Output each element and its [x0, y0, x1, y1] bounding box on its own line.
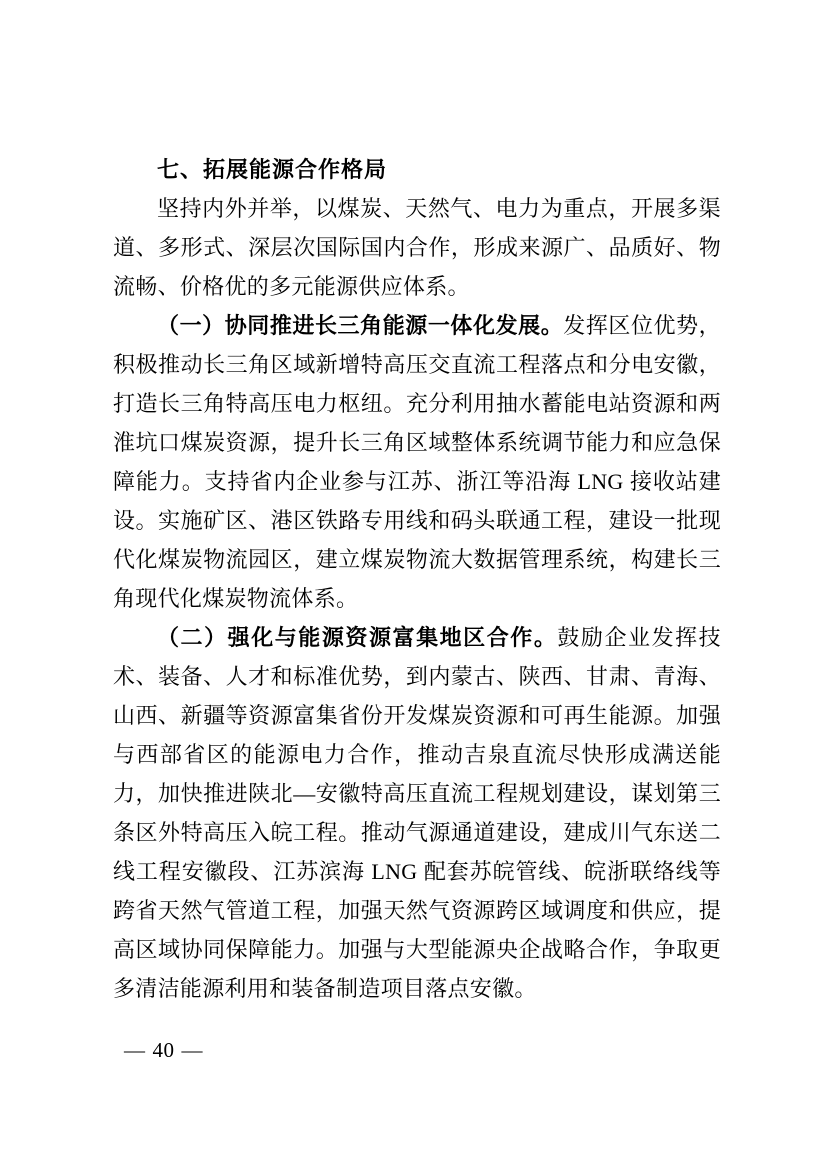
paragraph-lead: （二）强化与能源资源富集地区合作。	[157, 625, 558, 650]
footer-dash-right: —	[181, 1038, 203, 1062]
paragraph-lead: （一）协同推进长三角能源一体化发展。	[157, 313, 564, 338]
page-footer	[124, 1038, 203, 1063]
footer-dash-left: —	[124, 1038, 146, 1062]
document-content	[113, 150, 721, 1008]
paragraph-text: 坚持内外并举，以煤炭、天然气、电力为重点，开展多渠道、多形式、深层次国际国内合作，形成来源广、品质好、物流畅、价格优的多元能源供应体系。	[113, 196, 721, 299]
paragraph-item-1	[113, 306, 721, 618]
paragraph-text: 发挥区位优势，积极推动长三角区域新增特高压交直流工程落点和分电安徽，打造长三角特高压电力枢纽。充分利用抽水蓄能电站资源和两淮坑口煤炭资源，提升长三角区域整体系统调节能力和应急保障能力。支持省内企业参与江苏、浙江等沿海 LNG 接收站建设。实施矿区、港区铁路专用线和码头联通工程，建设一批现代化煤炭物流园区，建立煤炭物流大数据管理系统，构建长三角现代化煤炭物流体系。	[113, 313, 721, 611]
paragraph-intro	[113, 189, 721, 306]
page-number: 40	[152, 1038, 175, 1062]
paragraph-text: 鼓励企业发挥技术、装备、人才和标准优势，到内蒙古、陕西、甘肃、青海、山西、新疆等资源富集省份开发煤炭资源和可再生能源。加强与西部省区的能源电力合作，推动吉泉直流尽快形成满送能力，加快推进陕北—安徽特高压直流工程规划建设，谋划第三条区外特高压入皖工程。推动气源通道建设，建成川气东送二线工程安徽段、江苏滨海 LNG 配套苏皖管线、皖浙联络线等跨省天然气管道工程，加强天然气资源跨区域调度和供应，提高区域协同保障能力。加强与大型能源央企战略合作，争取更多清洁能源利用和装备制造项目落点安徽。	[113, 625, 721, 1001]
paragraph-item-2	[113, 618, 721, 1008]
section-heading: 七、拓展能源合作格局	[157, 157, 388, 182]
